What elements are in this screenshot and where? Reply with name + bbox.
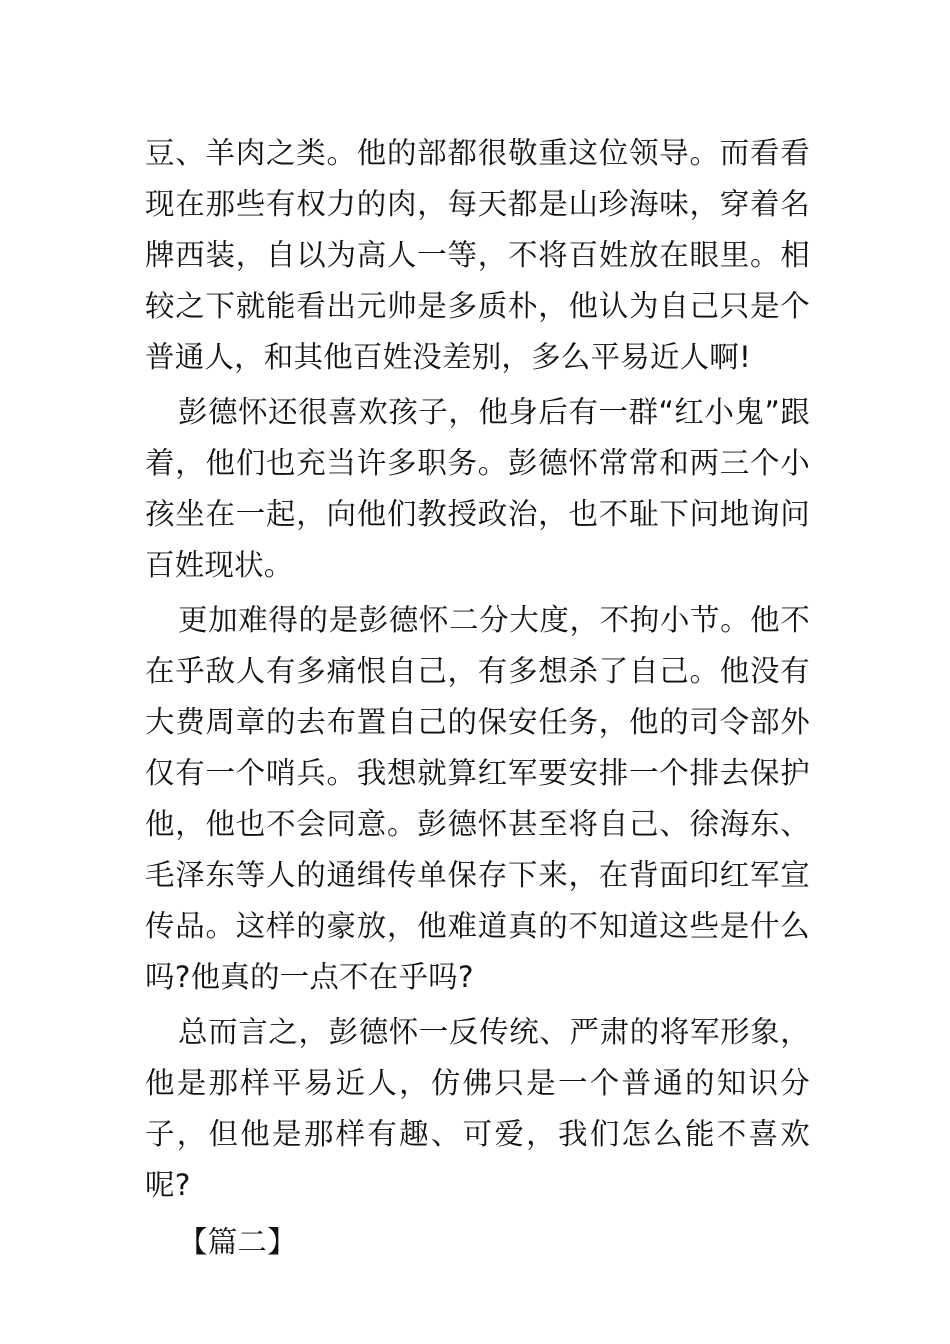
paragraph-4: 总而言之，彭德怀一反传统、严肃的将军形象，他是那样平易近人，仿佛只是一个普通的知识分子，但他是那样有趣、可爱，我们怎么能不喜欢呢? xyxy=(145,1015,810,1202)
section-heading: 【篇二】 xyxy=(178,1225,297,1259)
paragraph-2: 彭德怀还很喜欢孩子，他身后有一群“红小鬼”跟着，他们也充当许多职务。彭德怀常常和两三个小孩坐在一起，向他们教授政治，也不耻下问地询问百姓现状。 xyxy=(145,395,810,582)
paragraph-1: 豆、羊肉之类。他的部都很敬重这位领导。而看看现在那些有权力的肉，每天都是山珍海味，穿着名牌西装，自以为高人一等，不将百姓放在眼里。相较之下就能看出元帅是多质朴，他认为自己只是个普通人，和其他百姓没差别，多么平易近人啊! xyxy=(145,136,810,374)
paragraph-3: 更加难得的是彭德怀二分大度，不拘小节。他不在乎敌人有多痛恨自己，有多想杀了自己。他没有大费周章的去布置自己的保安任务，他的司令部外仅有一个哨兵。我想就算红军要安排一个排去保护他，他也不会同意。彭德怀甚至将自己、徐海东、毛泽东等人的通缉传单保存下来，在背面印红军宣传品。这样的豪放，他难道真的不知道这些是什么吗?他真的一点不在乎吗? xyxy=(145,603,810,994)
document-body xyxy=(145,128,810,1268)
